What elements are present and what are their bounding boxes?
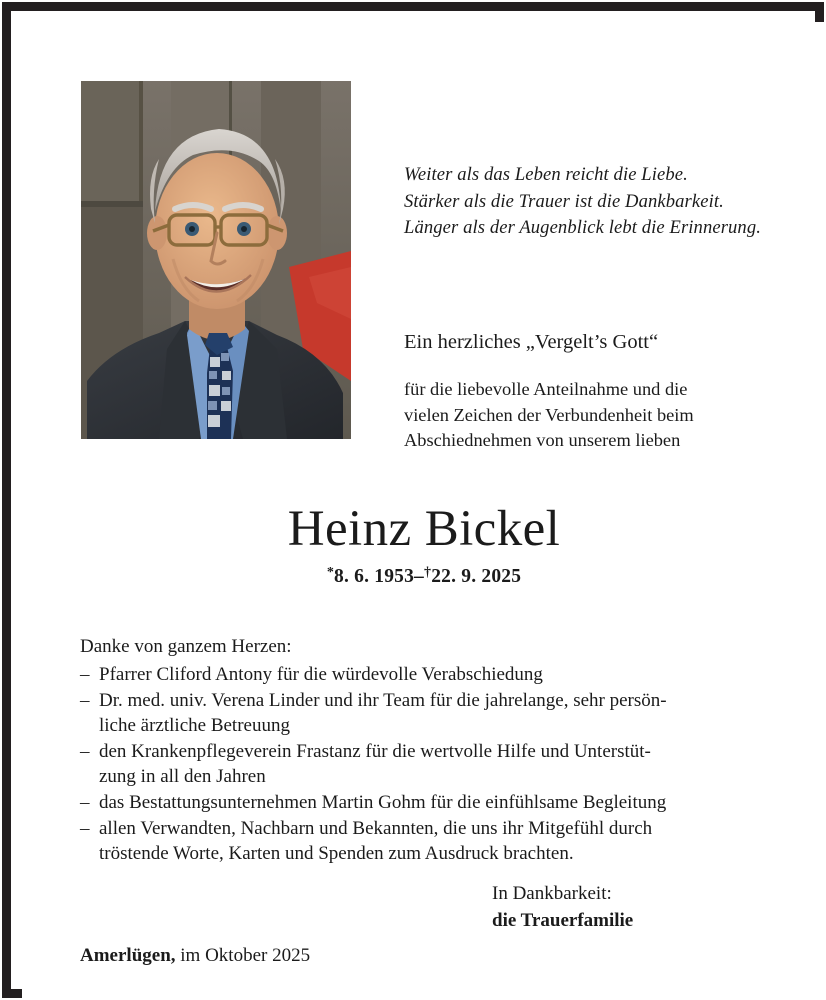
list-dash: – bbox=[80, 817, 90, 839]
birth-symbol: * bbox=[326, 564, 335, 580]
list-item-line: allen Verwandten, Nachbarn und Bekannten, die uns ihr Mitgefühl durch bbox=[99, 817, 653, 839]
thanks-subtext-line-2: vielen Zeichen der Verbundenheit beim bbox=[404, 404, 694, 425]
list-item-line: Dr. med. univ. Verena Linder und ihr Team für die jahrelange, sehr persön- bbox=[99, 689, 667, 711]
closing-line-1: In Dankbarkeit: bbox=[492, 883, 612, 904]
quote-line-1: Weiter als das Leben reicht die Liebe. bbox=[404, 164, 688, 185]
list-dash: – bbox=[80, 664, 90, 685]
list-dash: – bbox=[80, 740, 90, 762]
closing-signature bbox=[492, 880, 633, 934]
closing-family: die Trauerfamilie bbox=[492, 910, 634, 931]
list-dash: – bbox=[80, 791, 90, 813]
list-item bbox=[80, 662, 794, 688]
life-dates bbox=[22, 564, 826, 588]
list-item-line: zung in all den Jahren bbox=[99, 766, 266, 788]
mourning-border-frame bbox=[2, 2, 824, 998]
list-item-line: den Krankenpflegeverein Frastanz für die wertvolle Hilfe und Unterstüt- bbox=[99, 740, 651, 762]
list-dash: – bbox=[80, 689, 90, 711]
thanks-subtext-line-3: Abschiednehmen von unserem lieben bbox=[404, 430, 681, 451]
quote-line-2: Stärker als die Trauer ist die Dankbarkeit. bbox=[404, 190, 724, 212]
list-item-line: liche ärztliche Betreuung bbox=[99, 715, 290, 737]
thanks-headline: Ein herzliches „Vergelt’s Gott“ bbox=[404, 331, 659, 353]
death-date: 22. 9. 2025 bbox=[431, 565, 522, 587]
portrait-photo bbox=[81, 81, 351, 439]
list-item bbox=[80, 739, 794, 790]
list-item-line: Pfarrer Cliford Antony für die würdevolle Verabschiedung bbox=[99, 664, 543, 685]
list-item-line: das Bestattungsunternehmen Martin Gohm für die einfühlsame Begleitung bbox=[99, 791, 667, 813]
death-symbol: † bbox=[424, 564, 432, 580]
thanks-subtext bbox=[404, 377, 784, 454]
list-item bbox=[80, 790, 794, 816]
thanks-list bbox=[80, 662, 794, 867]
list-item bbox=[80, 688, 794, 739]
quote-line-3: Länger als der Augenblick lebt die Erinnerung. bbox=[404, 217, 761, 238]
notice-content-area bbox=[22, 22, 826, 1000]
place-town: Amerlügen, bbox=[80, 945, 176, 966]
birth-date: 8. 6. 1953 bbox=[334, 565, 415, 587]
place-date: im Oktober 2025 bbox=[175, 945, 311, 966]
list-item-line: tröstende Worte, Karten und Spenden zum Ausdruck brachten. bbox=[99, 843, 574, 865]
place-and-date bbox=[80, 943, 310, 969]
date-separator: – bbox=[414, 565, 424, 587]
portrait-photo-image bbox=[81, 81, 351, 439]
memorial-quote bbox=[404, 162, 814, 242]
thanks-list-lead: Danke von ganzem Herzen: bbox=[80, 636, 292, 657]
deceased-name: Heinz Bickel bbox=[287, 501, 561, 557]
thanks-subtext-line-1: für die liebevolle Anteilnahme und die bbox=[404, 379, 688, 399]
list-item bbox=[80, 816, 794, 867]
